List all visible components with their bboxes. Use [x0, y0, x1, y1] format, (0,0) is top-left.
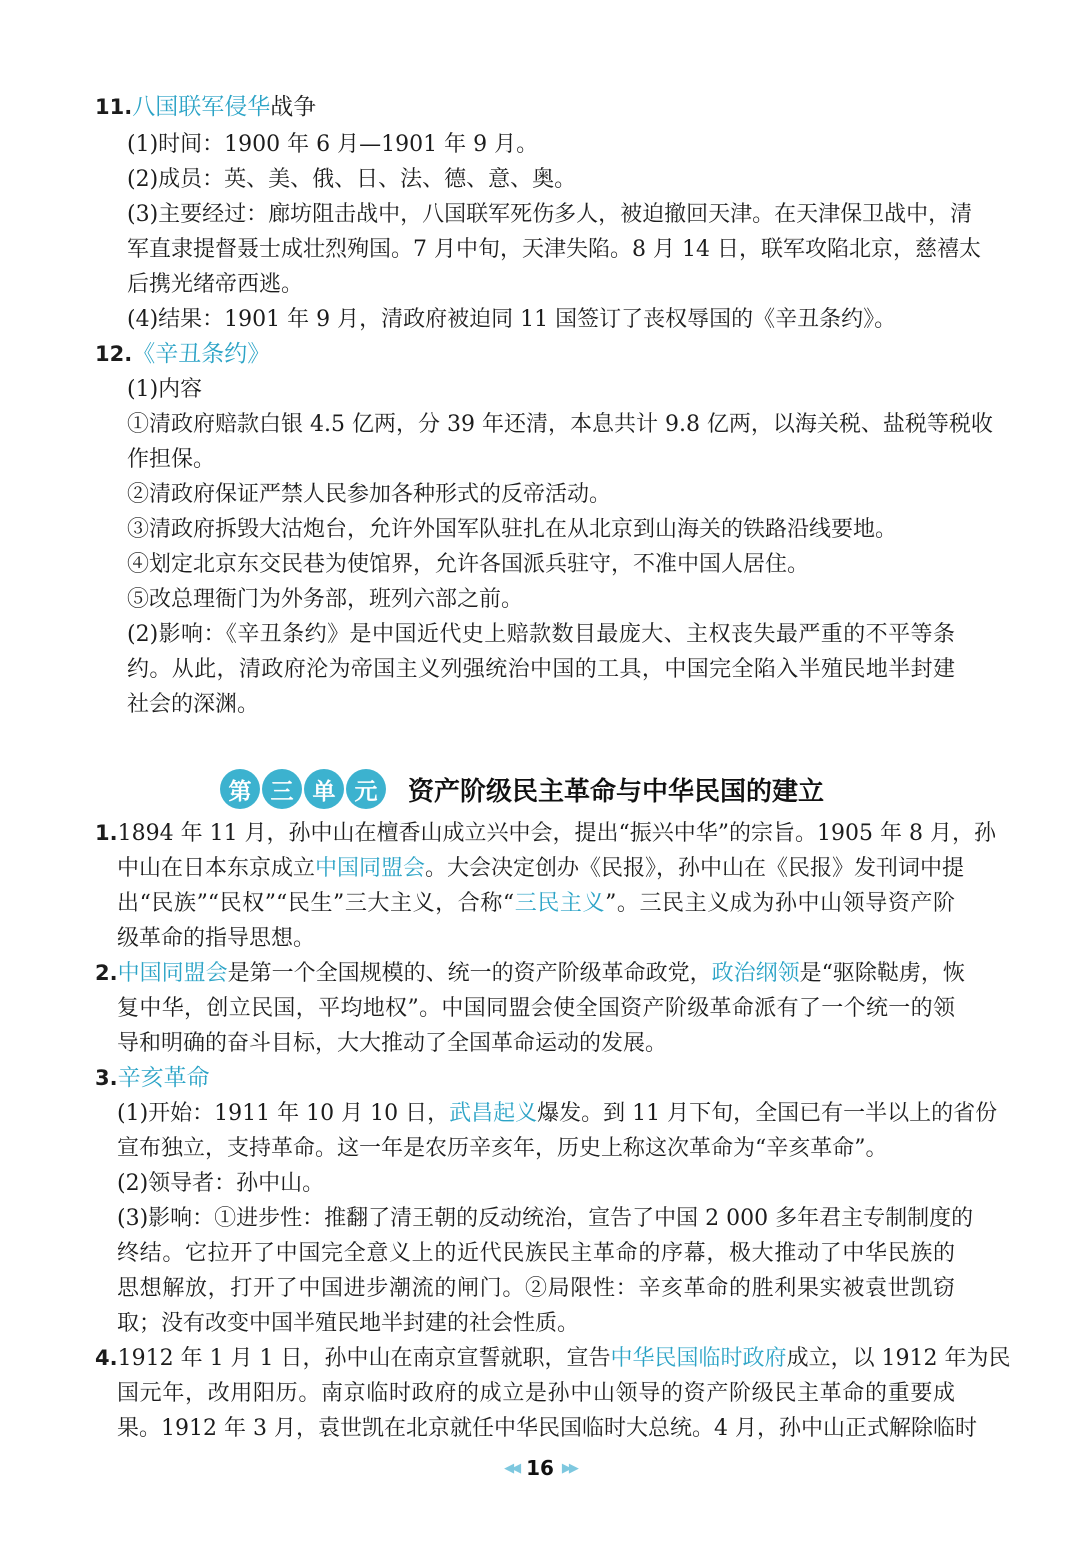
highlight-term: 中国同盟会: [117, 961, 228, 986]
paragraph-line: (3)主要经过：廊坊阻击战中，八国联军死伤多人，被迫撤回天津。在天津保卫战中，清: [127, 202, 973, 227]
paragraph-line: 思想解放，打开了中国进步潮流的闸门。②局限性：辛亥革命的胜利果实被袁世凯窃: [117, 1276, 955, 1301]
paragraph-line: (1)内容: [127, 377, 203, 402]
paragraph-line: (2)领导者：孙中山。: [117, 1171, 325, 1196]
paragraph-line: ④划定北京东交民巷为使馆界，允许各国派兵驻守，不准中国人居住。: [127, 552, 810, 577]
unit-badge-char: 元: [346, 769, 386, 809]
paragraph-line: (1)时间：1900 年 6 月—1901 年 9 月。: [127, 132, 539, 157]
highlight-term: 武昌起义: [449, 1101, 538, 1126]
highlight-term: 中国同盟会: [315, 856, 426, 881]
paragraph-line: (2)成员：英、美、俄、日、法、德、意、奥。: [127, 167, 577, 192]
paragraph-line: ⑤改总理衙门为外务部，班列六部之前。: [127, 587, 524, 612]
paragraph-line: 取；没有改变中国半殖民地半封建的社会性质。: [117, 1311, 580, 1336]
item-3-heading: 3.辛亥革命: [95, 1065, 210, 1091]
highlight-term: 中华民国临时政府: [610, 1346, 787, 1371]
highlight-term: 《辛丑条约》: [132, 341, 271, 367]
item-4-line: 4.1912 年 1 月 1 日，孙中山在南京宣誓就职，宣告中华民国临时政府成立，以 1912 年为民: [95, 1346, 1011, 1371]
double-left-arrow-icon: ◀◀: [504, 1460, 519, 1476]
item-2-line: 2.中国同盟会是第一个全国规模的、统一的资产阶级革命政党，政治纲领是“驱除鞑虏，恢: [95, 961, 965, 986]
paragraph-line: 军直隶提督聂士成壮烈殉国。7 月中旬，天津失陷。8 月 14 日，联军攻陷北京，慈禧太: [127, 237, 981, 262]
page-footer: [0, 1456, 1080, 1480]
paragraph-line: 复中华，创立民国，平均地权”。中国同盟会使全国资产阶级革命派有了一个统一的领: [117, 996, 955, 1021]
section-11-heading: 11.八国联军侵华战争: [95, 94, 317, 120]
paragraph-line: (4)结果：1901 年 9 月，清政府被迫同 11 国签订了丧权辱国的《辛丑条约》。: [127, 307, 897, 332]
section-12-heading: 12.《辛丑条约》: [95, 341, 271, 367]
paragraph-line: 导和明确的奋斗目标，大大推动了全国革命运动的发展。: [117, 1031, 668, 1056]
paragraph-line: 出“民族”“民权”“民生”三大主义，合称“三民主义”。三民主义成为孙中山领导资产阶: [117, 891, 955, 916]
item-1-line: 1.1894 年 11 月，孙中山在檀香山成立兴中会，提出“振兴中华”的宗旨。1905 年 8 月，孙: [95, 821, 997, 846]
double-right-arrow-icon: ▶▶: [561, 1460, 576, 1476]
paragraph-line: 终结。它拉开了中国完全意义上的近代民族民主革命的序幕，极大推动了中华民族的: [117, 1241, 955, 1266]
unit-badge-char: 第: [220, 769, 260, 809]
unit-heading: 资产阶级民主革命与中华民国的建立: [408, 776, 825, 807]
highlight-term: 辛亥革命: [117, 1065, 210, 1091]
paragraph-line: 后携光绪帝西逃。: [127, 272, 304, 297]
paragraph-line: 级革命的指导思想。: [117, 926, 316, 951]
paragraph-line: 宣布独立，支持革命。这一年是农历辛亥年，历史上称这次革命为“辛亥革命”。: [117, 1136, 888, 1161]
unit-badge-char: 三: [262, 769, 302, 809]
paragraph-line: ③清政府拆毁大沽炮台，允许外国军队驻扎在从北京到山海关的铁路沿线要地。: [127, 517, 898, 542]
paragraph-line: (3)影响：①进步性：推翻了清王朝的反动统治，宣告了中国 2 000 多年君主专制制度的: [117, 1206, 974, 1231]
paragraph-line: 约。从此，清政府沦为帝国主义列强统治中国的工具，中国完全陷入半殖民地半封建: [127, 657, 955, 682]
highlight-term: 八国联军侵华: [132, 94, 271, 120]
page-number: 16: [526, 1456, 554, 1480]
unit-title: [220, 766, 824, 812]
paragraph-line: 果。1912 年 3 月，袁世凯在北京就任中华民国临时大总统。4 月，孙中山正式解除临时: [117, 1416, 977, 1441]
paragraph-line: (1)开始：1911 年 10 月 10 日，武昌起义爆发。到 11 月下旬，全国已有一半以上的省份: [117, 1101, 998, 1126]
unit-badge: [220, 769, 386, 809]
paragraph-line: ②清政府保证严禁人民参加各种形式的反帝活动。: [127, 482, 612, 507]
paragraph-line: 中山在日本东京成立中国同盟会。大会决定创办《民报》，孙中山在《民报》发刊词中提: [117, 856, 965, 881]
paragraph-line: 国元年，改用阳历。南京临时政府的成立是孙中山领导的资产阶级民主革命的重要成: [117, 1381, 955, 1406]
unit-badge-char: 单: [304, 769, 344, 809]
highlight-term: 三民主义: [514, 891, 606, 916]
paragraph-line: ①清政府赔款白银 4.5 亿两，分 39 年还清，本息共计 9.8 亿两，以海关税、盐税等税收: [127, 412, 993, 437]
paragraph-line: 作担保。: [127, 447, 216, 472]
highlight-term: 政治纲领: [711, 961, 800, 986]
paragraph-line: 社会的深渊。: [127, 692, 260, 717]
paragraph-line: (2)影响：《辛丑条约》是中国近代史上赔款数目最庞大、主权丧失最严重的不平等条: [127, 622, 955, 647]
